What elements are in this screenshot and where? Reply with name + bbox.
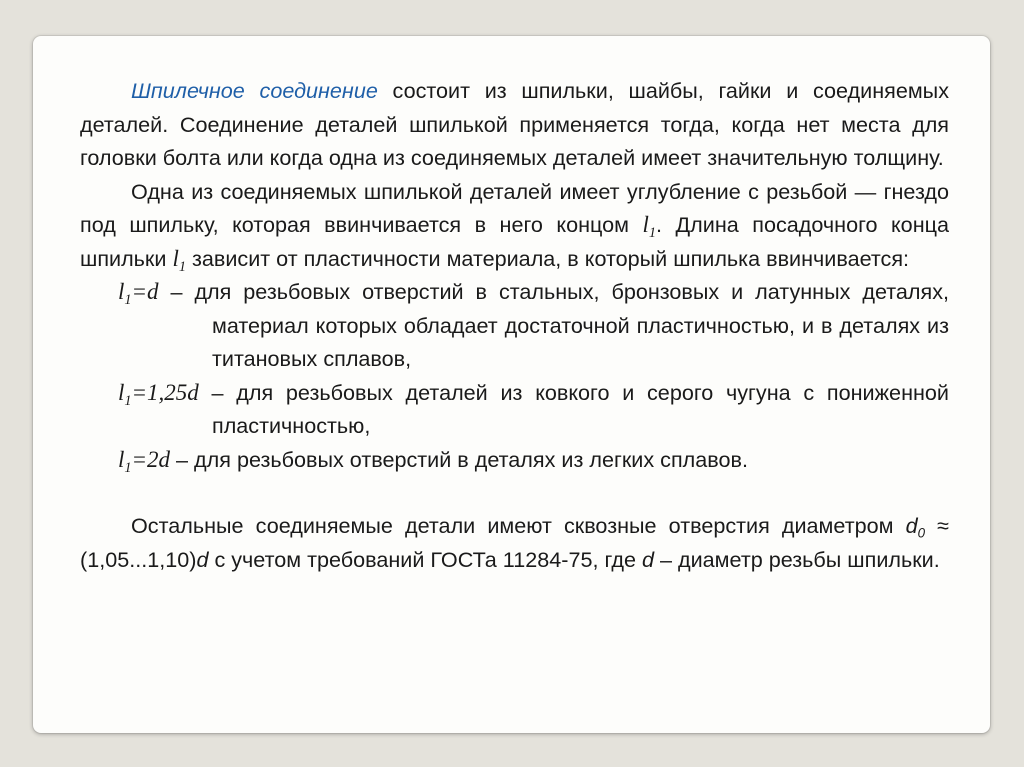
- math-symbol: l: [642, 212, 649, 237]
- slide-content: [80, 74, 949, 576]
- list-item: [80, 275, 949, 376]
- math-subscript: 1: [124, 459, 132, 476]
- math-subscript: 1: [648, 224, 657, 241]
- math-subscript: 1: [178, 258, 186, 275]
- math-symbol: l: [118, 379, 125, 405]
- math-variable-d: d: [641, 546, 654, 572]
- math-expression: =1,25d: [131, 379, 199, 405]
- math-variable-l1: [642, 212, 657, 241]
- math-formula: [118, 446, 171, 476]
- math-symbol: d: [905, 513, 918, 538]
- paragraph-text: – диаметр резьбы шпильки.: [654, 546, 940, 572]
- list-item-text: – для резьбовых отверстий в деталях из легких сплавов.: [170, 446, 748, 472]
- spacer: [80, 476, 949, 509]
- paragraph-text: с учетом требований ГОСТа 11284-75, где: [208, 546, 642, 572]
- paragraph-text: состоит из шпильки, шайбы, гайки и соединяемых деталей. Соединение деталей шпилькой применяется тогда, когда нет места для головки болта или когда одна из соединяемых деталей имеет значительную толщину.: [80, 78, 949, 170]
- term-stud-connection: Шпилечное соединение: [131, 78, 378, 103]
- paragraph-stud-connection: [80, 74, 949, 175]
- paragraph-through-holes: [80, 509, 949, 576]
- math-variable-l1: [172, 245, 186, 275]
- paragraph-text: зависит от пластичности материала, в который шпилька ввинчивается:: [185, 245, 910, 271]
- math-symbol: l: [118, 446, 125, 472]
- paragraph-text: Одна из соединяемых шпилькой деталей имеет углубление с резьбой — гнездо под шпильку, которая ввинчивается в него концом: [80, 178, 949, 237]
- math-variable-d0: [905, 513, 926, 541]
- math-formula: [118, 279, 159, 308]
- math-subscript: 0: [917, 525, 926, 541]
- math-symbol: l: [118, 279, 125, 304]
- paragraph-text: ≈ (1,05...1,10): [80, 513, 949, 572]
- math-formula: [118, 379, 199, 409]
- list-item-text: – для резьбовых отверстий в стальных, бронзовых и латунных деталях, материал которых обладает достаточной пластичностью, и в деталях из титановых сплавов,: [158, 279, 949, 371]
- math-subscript: 1: [124, 392, 132, 409]
- math-expression: =d: [131, 279, 159, 304]
- paragraph-text: Остальные соединяемые детали имеют сквозные отверстия диаметром: [131, 513, 906, 538]
- list-item: [80, 443, 949, 477]
- paragraph-stud-socket: [80, 175, 949, 276]
- math-subscript: 1: [124, 291, 132, 308]
- paragraph-text: . Длина посадочного конца шпильки: [80, 212, 949, 271]
- list-item: [80, 376, 949, 443]
- math-expression: =2d: [131, 446, 171, 472]
- math-variable-d: d: [196, 546, 209, 572]
- list-item-text: – для резьбовых деталей из ковкого и серого чугуна с пониженной пластичностью,: [198, 379, 949, 438]
- math-symbol: l: [172, 245, 179, 271]
